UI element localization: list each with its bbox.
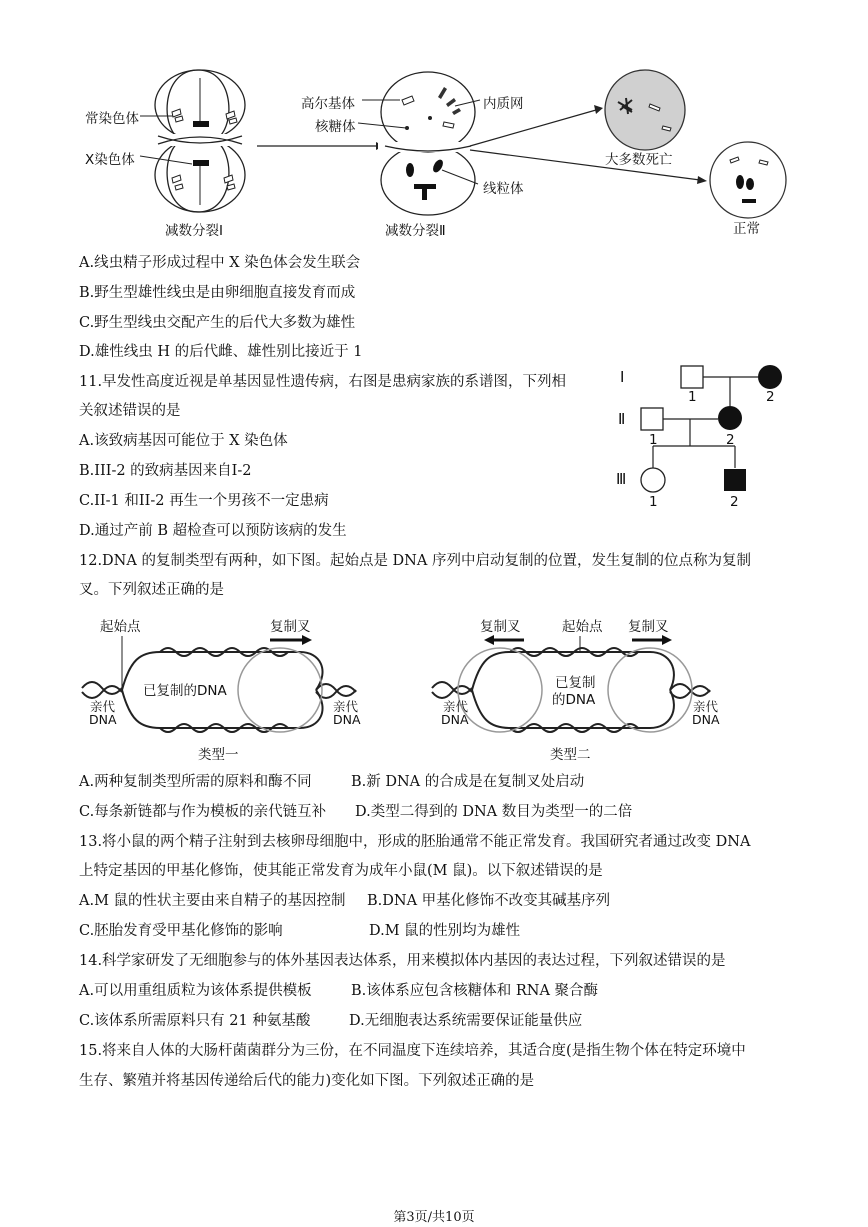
q15-stem-line2: 生存、繁殖并将基因传递给后代的能力)变化如下图。下列叙述正确的是	[79, 1073, 535, 1089]
pedigree-II1-male	[641, 408, 663, 430]
q11-option-a: A.该致病基因可能位于 X 染色体	[79, 433, 288, 449]
type2-replicated-label-a: 已复制	[555, 675, 596, 691]
type2-fork-left-label: 复制叉	[480, 619, 521, 635]
q14-option-c: C.该体系所需原料只有 21 种氨基酸	[79, 1013, 311, 1029]
III2-number: 2	[730, 494, 739, 510]
q13-option-a: A.M 鼠的性状主要由来自精子的基因控制	[79, 893, 346, 909]
pedigree-I1-male	[681, 366, 703, 388]
q12-option-b: B.新 DNA 的合成是在复制叉处启动	[351, 774, 585, 790]
q11-stem-line2: 关叙述错误的是	[79, 403, 181, 419]
q12-stem-line1: 12.DNA 的复制类型有两种，如下图。起始点是 DNA 序列中启动复制的位置，发生复制的位点称为复制	[79, 553, 751, 569]
x-chromosome-label: X染色体	[85, 152, 135, 168]
mito-label: 线粒体	[483, 181, 524, 197]
type2-parent-left-b: DNA	[441, 712, 469, 727]
ribosome-label: 核糖体	[315, 119, 356, 135]
q10-option-a: A.线虫精子形成过程中 X 染色体会发生联会	[79, 255, 361, 271]
q13-option-b: B.DNA 甲基化修饰不改变其碱基序列	[367, 893, 611, 909]
q12-option-c: C.每条新链都与作为模板的亲代链互补	[79, 804, 327, 820]
type1-replicated-label: 已复制的DNA	[143, 683, 227, 699]
q13-stem-line1: 13.将小鼠的两个精子注射到去核卵母细胞中，形成的胚胎通常不能正常发育。我国研究者通过改变 DNA	[79, 834, 751, 850]
q12-option-a: A.两种复制类型所需的原料和酶不同	[79, 774, 312, 790]
q13-stem-line2: 上特定基因的甲基化修饰，使其能正常发育为成年小鼠(M 鼠)。以下叙述错误的是	[79, 863, 603, 879]
q14-option-d: D.无细胞表达系统需要保证能量供应	[349, 1013, 583, 1029]
q12-stem-line2: 叉。下列叙述正确的是	[79, 582, 224, 598]
q12-option-d: D.类型二得到的 DNA 数目为类型一的二倍	[355, 804, 633, 820]
gen-II-label: Ⅱ	[618, 410, 626, 428]
type2-caption: 类型二	[550, 747, 591, 763]
type1-fork-label: 复制叉	[270, 619, 311, 635]
er-label: 内质网	[483, 96, 524, 112]
pedigree-III2-affected-male	[724, 469, 746, 491]
q13-option-d: D.M 鼠的性别均为雄性	[369, 923, 521, 939]
q14-stem: 14.科学家研发了无细胞参与的体外基因表达体系，用来模拟体内基因的表达过程，下列叙述错误的是	[79, 953, 726, 969]
type1-parent-right-b: DNA	[333, 712, 361, 727]
meiosis2-label: 减数分裂Ⅱ	[385, 223, 446, 239]
type1-parent-right-a: 亲代	[333, 699, 359, 714]
meiosis1-label: 减数分裂Ⅰ	[165, 223, 223, 239]
type2-replicated-label-b: 的DNA	[552, 692, 596, 708]
golgi-label: 高尔基体	[301, 96, 355, 112]
type1-origin-label: 起始点	[100, 619, 141, 635]
q11-option-c: C.II-1 和II-2 再生一个男孩不一定患病	[79, 493, 329, 509]
normal-label: 正常	[733, 221, 760, 237]
pedigree-II2-affected-female	[718, 406, 742, 430]
q13-option-c: C.胚胎发育受甲基化修饰的影响	[79, 923, 283, 939]
page-number-footer: 第3页/共10页	[393, 1210, 475, 1225]
type2-parent-right-a: 亲代	[693, 699, 719, 714]
q10-option-b: B.野生型雄性线虫是由卵细胞直接发育而成	[79, 285, 356, 301]
gen-III-label: Ⅲ	[616, 470, 627, 488]
II2-number: 2	[726, 432, 735, 448]
autosome-label: 常染色体	[85, 111, 139, 127]
type2-fork-right-label: 复制叉	[628, 619, 669, 635]
q15-stem-line1: 15.将来自人体的大肠杆菌菌群分为三份，在不同温度下连续培养，其适合度(是指生物个体在特定环境中	[79, 1043, 746, 1059]
type2-parent-right-b: DNA	[692, 712, 720, 727]
gen-I-label: Ⅰ	[620, 368, 625, 386]
type1-parent-left-b: DNA	[89, 712, 117, 727]
pedigree-III1-female	[641, 468, 665, 492]
q11-option-d: D.通过产前 B 超检查可以预防该病的发生	[79, 523, 347, 539]
q11-option-b: B.III-2 的致病基因来自I-2	[79, 463, 252, 479]
q14-option-b: B.该体系应包含核糖体和 RNA 聚合酶	[351, 983, 599, 999]
I1-number: 1	[688, 389, 697, 405]
q10-option-d: D.雄性线虫 H 的后代雌、雄性别比接近于 1	[79, 344, 363, 360]
pedigree-I2-affected-female	[758, 365, 782, 389]
q10-option-c: C.野生型线虫交配产生的后代大多数为雄性	[79, 315, 356, 331]
type1-caption: 类型一	[198, 747, 239, 763]
q14-option-a: A.可以用重组质粒为该体系提供模板	[79, 983, 312, 999]
type2-origin-label: 起始点	[562, 619, 603, 635]
type1-parent-left-a: 亲代	[90, 699, 116, 714]
q11-stem-line1: 11.早发性高度近视是单基因显性遗传病，右图是患病家族的系谱图，下列相	[79, 374, 567, 390]
most-die-label: 大多数死亡	[605, 152, 673, 168]
I2-number: 2	[766, 389, 775, 405]
III1-number: 1	[649, 494, 658, 510]
II1-number: 1	[649, 432, 658, 448]
type2-parent-left-a: 亲代	[443, 699, 469, 714]
